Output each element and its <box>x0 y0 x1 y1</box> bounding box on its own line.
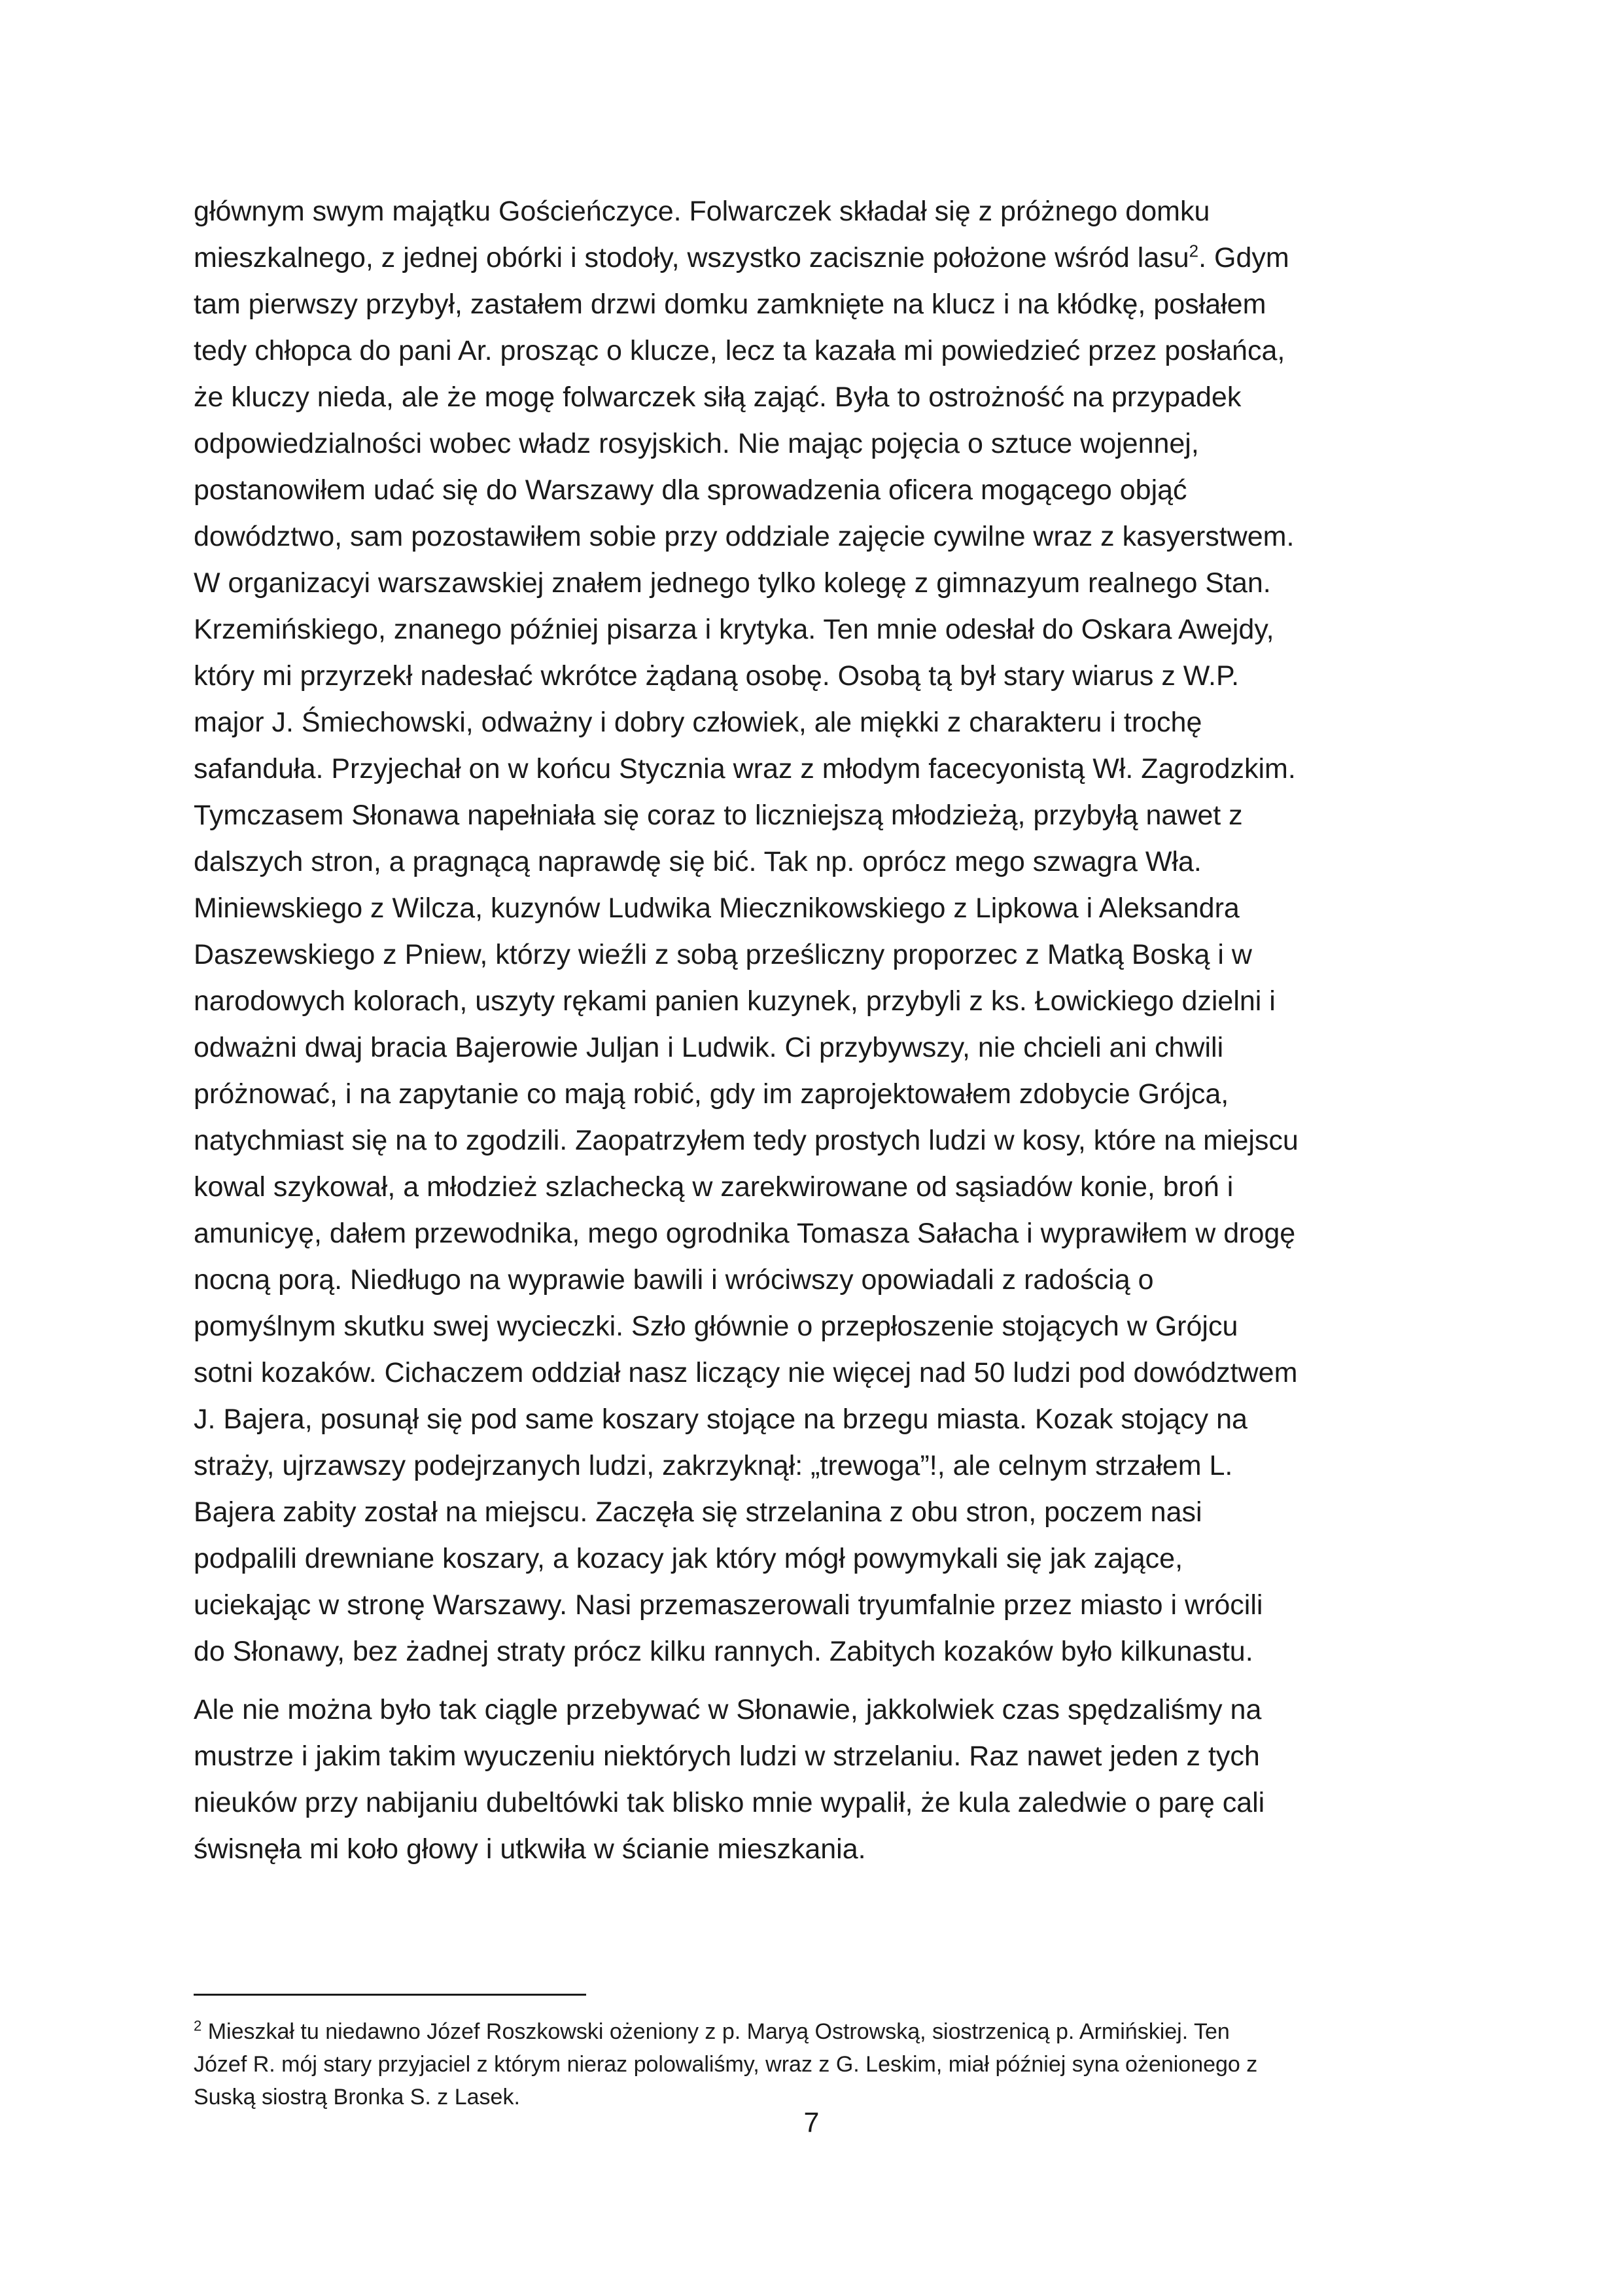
text-line: do Słonawy, bez żadnej straty prócz kilku rannych. Zabitych kozaków było kilkunastu. <box>194 1636 1253 1667</box>
page-number: 7 <box>803 2107 820 2138</box>
text-line: dowództwo, sam pozostawiłem sobie przy oddziale zajęcie cywilne wraz z kasyerstwem. <box>194 521 1295 552</box>
text-line: Tymczasem Słonawa napełniała się coraz to liczniejszą młodzieżą, przybyłą nawet z <box>194 800 1243 831</box>
text-line: mustrze i jakim takim wyuczeniu niektórych ludzi w strzelaniu. Raz nawet jeden z tych <box>194 1740 1260 1772</box>
footnote-marker: 2 <box>194 2017 202 2034</box>
text-line: safanduła. Przyjechał on w końcu Stycznia wraz z młodym facecyonistą Wł. Zagrodzkim. <box>194 753 1296 785</box>
text-line: kowal szykował, a młodzież szlachecką w zarekwirowane od sąsiadów konie, broń i <box>194 1171 1234 1203</box>
text-line: pomyślnym skutku swej wycieczki. Szło głównie o przepłoszenie stojących w Grójcu <box>194 1311 1238 1342</box>
text-line: natychmiast się na to zgodzili. Zaopatrzyłem tedy prostych ludzi w kosy, które na miejscu <box>194 1125 1299 1156</box>
text-line: postanowiłem udać się do Warszawy dla sprowadzenia oficera mogącego objąć <box>194 474 1187 506</box>
text-fragment: . Gdym <box>1198 242 1289 274</box>
text-line: Krzemińskiego, znanego później pisarza i krytyka. Ten mnie odesłał do Oskara Awejdy, <box>194 614 1274 645</box>
text-fragment: Mieszkał tu niedawno Józef Roszkowski ożeniony z p. Maryą Ostrowską, siostrzenicą p. Armińskiej. Ten <box>201 2019 1230 2044</box>
text-fragment: mieszkalnego, z jednej obórki i stodoły, wszystko zacisznie położone wśród lasu <box>194 242 1189 274</box>
text-line: głównym swym majątku Gościeńczyce. Folwarczek składał się z próżnego domku <box>194 196 1210 227</box>
footnote-separator <box>194 1994 586 1996</box>
text-line: świsnęła mi koło głowy i utkwiła w ścianie mieszkania. <box>194 1833 866 1865</box>
text-line: tedy chłopca do pani Ar. prosząc o klucze, lecz ta kazała mi powiedzieć przez posłańca, <box>194 335 1285 366</box>
text-line: Miniewskiego z Wilcza, kuzynów Ludwika Miecznikowskiego z Lipkowa i Aleksandra <box>194 892 1240 924</box>
footnote-line: Józef R. mój stary przyjaciel z którym nieraz polowaliśmy, wraz z G. Leskim, miał później syna ożenionego z <box>194 2052 1258 2077</box>
text-line: J. Bajera, posunął się pod same koszary stojące na brzegu miasta. Kozak stojący na <box>194 1404 1248 1435</box>
text-line: major J. Śmiechowski, odważny i dobry człowiek, ale miękki z charakteru i trochę <box>194 707 1202 738</box>
text-line: odważni dwaj bracia Bajerowie Juljan i Ludwik. Ci przybywszy, nie chcieli ani chwili <box>194 1032 1224 1063</box>
footnote-reference[interactable]: 2 <box>1189 241 1199 261</box>
text-line: który mi przyrzekł nadesłać wkrótce żądaną osobę. Osobą tą był stary wiarus z W.P. <box>194 660 1240 692</box>
footnote-line <box>194 2015 1456 2048</box>
footnote-line: Suską siostrą Bronka S. z Lasek. <box>194 2085 520 2110</box>
text-line: Daszewskiego z Pniew, którzy wieźli z sobą prześliczny proporzec z Matką Boską i w <box>194 939 1252 970</box>
text-line-with-footnote-ref <box>194 235 1456 281</box>
text-line: odpowiedzialności wobec władz rosyjskich. Nie mając pojęcia o sztuce wojennej, <box>194 428 1199 459</box>
text-line: amunicyę, dałem przewodnika, mego ogrodnika Tomasza Sałacha i wyprawiłem w drogę <box>194 1218 1296 1249</box>
text-line: dalszych stron, a pragnącą naprawdę się bić. Tak np. oprócz mego szwagra Wła. <box>194 846 1202 877</box>
text-line: nocną porą. Niedługo na wyprawie bawili i wróciwszy opowiadali z radością o <box>194 1264 1154 1296</box>
text-line: straży, ujrzawszy podejrzanych ludzi, zakrzyknął: „trewoga”!, ale celnym strzałem L. <box>194 1450 1233 1481</box>
body-paragraph-2 <box>194 1687 1456 1873</box>
body-paragraph-1 <box>194 188 1456 1675</box>
text-line: sotni kozaków. Cichaczem oddział nasz liczący nie więcej nad 50 ludzi pod dowództwem <box>194 1357 1298 1388</box>
text-line: tam pierwszy przybył, zastałem drzwi domku zamknięte na klucz i na kłódkę, posłałem <box>194 289 1266 320</box>
text-line: podpalili drewniane koszary, a kozacy jak który mógł powymykali się jak zające, <box>194 1543 1183 1574</box>
text-line: nieuków przy nabijaniu dubeltówki tak blisko mnie wypalił, że kula zaledwie o parę cali <box>194 1787 1265 1818</box>
text-line: że kluczy nieda, ale że mogę folwarczek siłą zająć. Była to ostrożność na przypadek <box>194 381 1242 413</box>
text-line: Bajera zabity został na miejscu. Zaczęła się strzelanina z obu stron, poczem nasi <box>194 1496 1202 1528</box>
text-line: uciekając w stronę Warszawy. Nasi przemaszerowali tryumfalnie przez miasto i wrócili <box>194 1589 1263 1621</box>
text-line: narodowych kolorach, uszyty rękami panien kuzynek, przybyli z ks. Łowickiego dzielni i <box>194 985 1276 1017</box>
text-line: Ale nie można było tak ciągle przebywać w Słonawie, jakkolwiek czas spędzaliśmy na <box>194 1694 1262 1725</box>
footnote <box>194 2015 1456 2113</box>
text-line: próżnować, i na zapytanie co mają robić, gdy im zaprojektowałem zdobycie Grójca, <box>194 1078 1229 1110</box>
text-line: W organizacyi warszawskiej znałem jednego tylko kolegę z gimnazyum realnego Stan. <box>194 567 1271 599</box>
